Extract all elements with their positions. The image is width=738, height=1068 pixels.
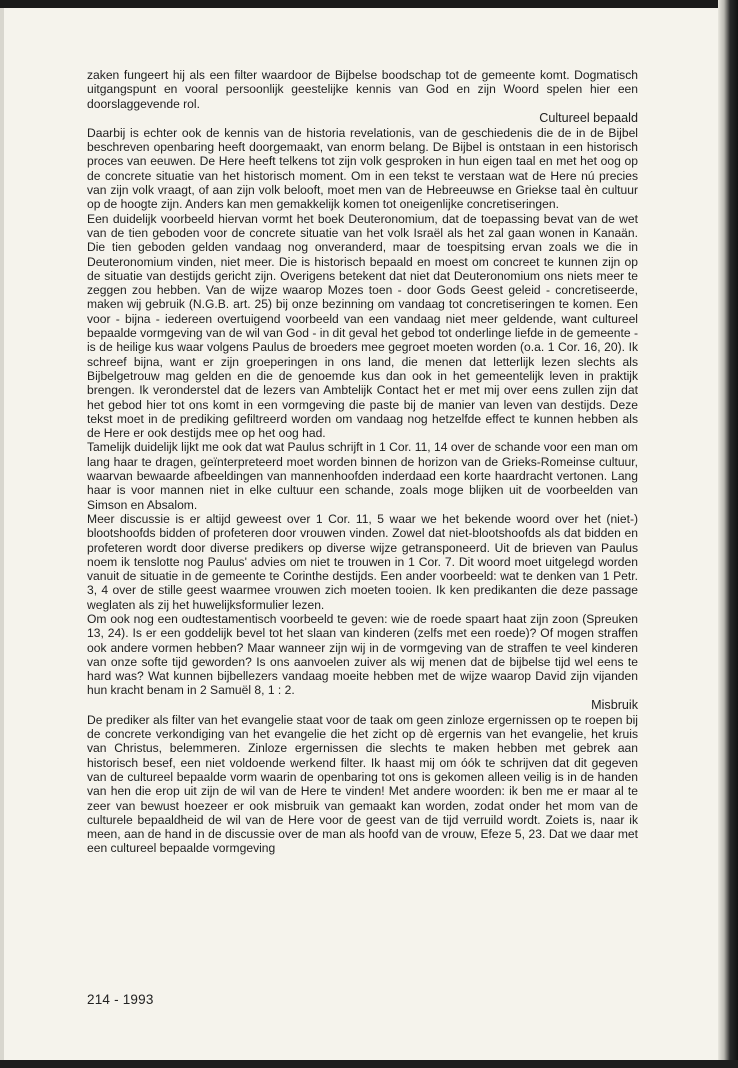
paragraph-historia: Daarbij is echter ook de kennis van de historia revelationis, van de geschiedenis die de in de Bijbel beschreven openbaring heeft doorgemaakt, van enorm belang. De Bijbel is ontstaan in een historisch proces van eeuwen. De Here heeft telkens tot zijn volk gesproken in hun eigen taal en met het oog op de concrete situatie van het historisch moment. Om in een tekst te verstaan wat de Here nú precies van zijn volk vraagt, of aan zijn volk belooft, moet men van de Hebreeuwse en Griekse taal èn cultuur op de hoogte zijn. Anders kan men gemakkelijk komen tot oneigenlijke concretiseringen. [87, 125, 638, 212]
paragraph-prediker-filter: De prediker als filter van het evangelie staat voor de taak om geen zinloze ergernissen op te roepen bij de concrete verkondiging van het evangelie die het zicht op dè ergernis van het evangelie, het kruis van Christus, belemmeren. Zinloze ergernissen die slechts te maken hebben met gebrek aan historisch besef, een niet voldoende werkend filter. Ik haast mij om óók te schrijven dat dit gegeven van de cultureel bepaalde vorm waarin de openbaring tot ons is gekomen alleen veilig is in de handen van hen die erop uit zijn de wil van de Here te vinden! Met andere woorden: ik ben me er maar al te zeer van bewust hoezeer er ook misbruik van gemaakt kan worden, zodat onder het mom van de culturele bepaaldheid de wil van de Here voor de geest van de tijd verruild wordt. Zoiets is, naar ik meen, aan de hand in de discussie over de man als hoofd van de vrouw, Efeze 5, 23. Dat we daar met een cultureel bepaalde vormgeving [87, 712, 638, 856]
paragraph-deuteronomium: Een duidelijk voorbeeld hiervan vormt het boek Deuteronomium, dat de toepassing bevat van de wet van de tien geboden voor de concrete situatie van het volk Israël als het zal gaan wonen in Kanaän. Die tien geboden gelden vandaag nog onveranderd, maar de toespitsing ervan zoals we die in Deuteronomium vinden, niet meer. Die is historisch bepaald en moest om concreet te kunnen zijn op de situatie van destijds gericht zijn. Overigens betekent dat niet dat Deuteronomium ons niets meer te zeggen zou hebben. Van de wijze waarop Mozes toen - door Gods Geest geleid - concretiseerde, maken wij gebruik (N.G.B. art. 25) bij onze bezinning om vandaag tot concretiseringen te komen. Een voor - bijna - iedereen overtuigend voorbeeld van een vandaag niet meer geldende, want cultureel bepaalde vormgeving van de wil van God - in dit geval het gebod tot onderlinge liefde in de gemeente - is de heilige kus waar volgens Paulus de broeders mee gegroet moeten worden (o.a. 1 Cor. 16, 20). Ik schreef bijna, want er zijn groeperingen in ons land, die menen dat letterlijk lezen slechts als Bijbelgetrouw mag gelden en die de genoemde kus dan ook in het gemeentelijk leven in praktijk brengen. Ik veronderstel dat de lezers van Ambtelijk Contact het er met mij over eens zullen zijn dat het gebod hier tot ons komt in een vormgeving die paste bij de manier van leven van destijds. Deze tekst moet in de prediking gefiltreerd worden om vandaag nog hetzelfde effect te kunnen hebben als de Here er ook destijds mee op het oog had. [87, 211, 638, 441]
scan-edge-left [0, 0, 4, 1068]
paragraph-roede: Om ook nog een oudtestamentisch voorbeeld te geven: wie de roede spaart haat zijn zoon (Spreuken 13, 24). Is er een goddelijk bevel tot het slaan van kinderen (zelfs met een roede)? Of mogen straffen ook andere vormen hebben? Maar wanneer zijn wij in de vormgeving van de straffen te veel kinderen van onze softe tijd geworden? Is ons aanvoelen zuiver als wij menen dat de bijbelse tijd wel eens te hard was? Wat kunnen bijbellezers vandaag moeite hebben met de wijze waarop David zijn vijanden hun kracht benam in 2 Samuël 8, 1 : 2. [87, 611, 638, 698]
scan-edge-bottom [0, 1060, 738, 1068]
paragraph-lang-haar: Tamelijk duidelijk lijkt me ook dat wat Paulus schrijft in 1 Cor. 11, 14 over de schande voor een man om lang haar te dragen, geïnterpreteerd moet worden binnen de horizon van de Grieks-Romeinse cultuur, waarvan bewaarde afbeeldingen van mannenhoofden inderdaad een korte haardracht vertonen. Lang haar is voor mannen niet in elke cultuur een schande, zoals moge blijken uit de voorbeelden van Simson en Absalom. [87, 440, 638, 512]
section-heading-cultureel-bepaald: Cultureel bepaald [539, 110, 638, 125]
paragraph-blootshoofds: Meer discussie is er altijd geweest over 1 Cor. 11, 5 waar we het bekende woord over het (niet-) blootshoofds bidden of profeteren door vrouwen vinden. Zowel dat niet-blootshoofds als dat bidden en profeteren wordt door diverse predikers op diverse wijze getransponeerd. Uit de brieven van Paulus noem ik tenslotte nog Paulus' advies om niet te trouwen in 1 Cor. 7. Dit woord moet uitgelegd worden vanuit de situatie in de gemeente te Corinthe destijds. Een ander voorbeeld: wat te denken van 1 Petr. 3, 4 over de stille geest waarmee vrouwen zich moeten tooien. Ik ken predikanten die deze passage weglaten als zij het huwelijksformulier lezen. [87, 511, 638, 612]
intro-paragraph: zaken fungeert hij als een filter waardoor de Bijbelse boodschap tot de gemeente komt. Dogmatisch uitgangspunt en vooral persoonlijk geestelijke kennis van God en zijn Woord spelen hier een doorslaggevende rol. [87, 68, 638, 111]
page-number: 214 - 1993 [87, 992, 154, 1007]
page-text-column [87, 68, 638, 988]
scan-edge-top [0, 0, 738, 8]
section-heading-misbruik: Misbruik [591, 697, 638, 712]
scan-edge-right [718, 0, 738, 1068]
